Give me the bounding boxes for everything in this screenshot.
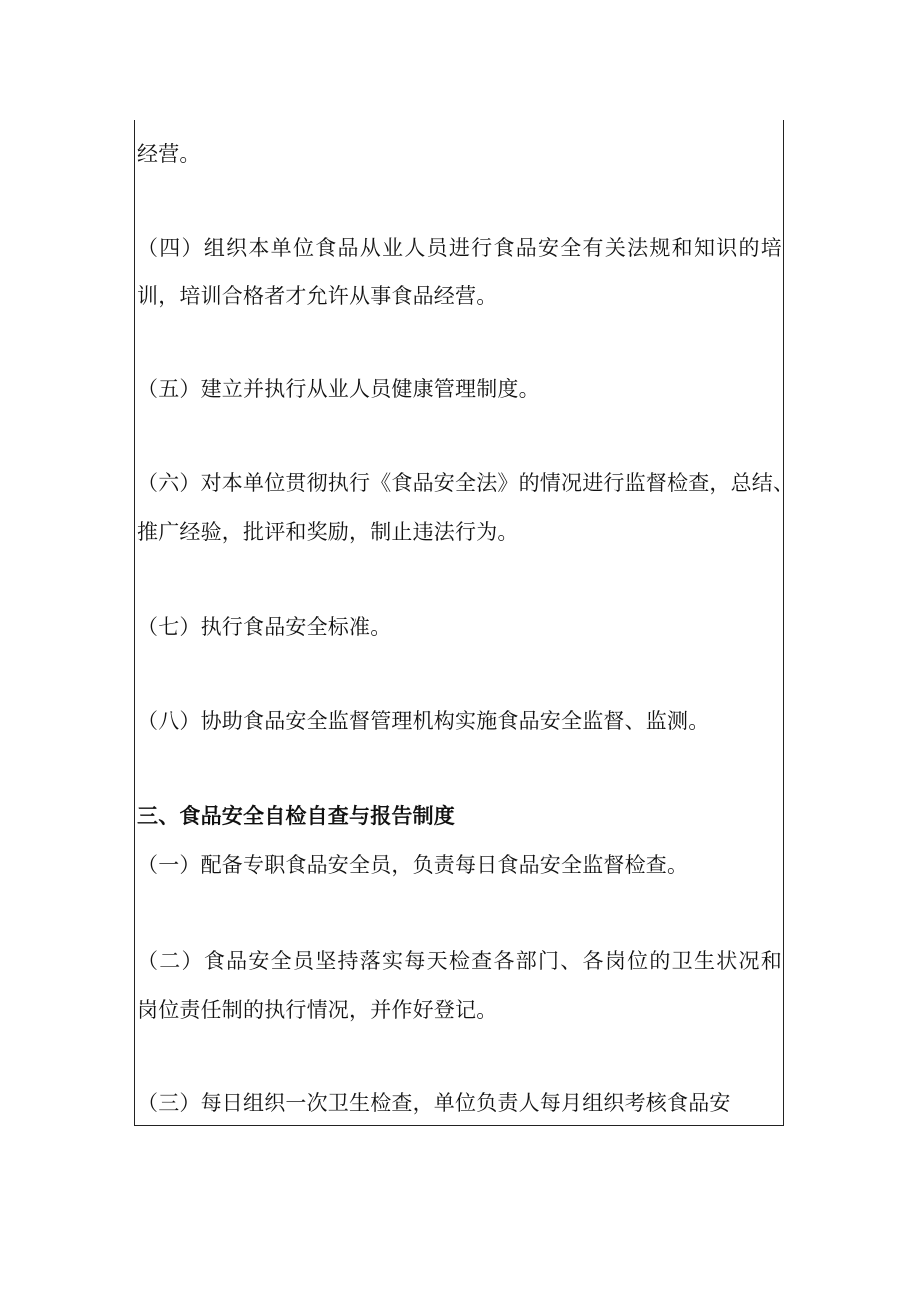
section-heading: 三、食品安全自检自查与报告制度 [137, 804, 455, 828]
paragraph-line: （七）执行食品安全标准。 [137, 615, 392, 639]
paragraph-line: （八）协助食品安全监督管理机构实施食品安全监督、监测。 [137, 709, 710, 733]
paragraph-line: （六）对本单位贯彻执行《食品安全法》的情况进行监督检查，总结、 [137, 471, 795, 495]
paragraph-line: （五）建立并执行从业人员健康管理制度。 [137, 377, 540, 401]
paragraph-line: 岗位责任制的执行情况，并作好登记。 [137, 998, 498, 1022]
paragraph-line: 经营。 [137, 142, 201, 166]
paragraph-line: 训，培训合格者才允许从事食品经营。 [137, 284, 498, 308]
paragraph-line: （三）每日组织一次卫生检查，单位负责人每月组织考核食品安 [137, 1091, 731, 1115]
paragraph-line: （四）组织本单位食品从业人员进行食品安全有关法规和知识的培 [137, 236, 782, 260]
paragraph-line: （二）食品安全员坚持落实每天检查各部门、各岗位的卫生状况和 [137, 949, 782, 973]
paragraph-line: （一）配备专职食品安全员，负责每日食品安全监督检查。 [137, 853, 689, 877]
paragraph-line: 推广经验，批评和奖励，制止违法行为。 [137, 520, 519, 544]
